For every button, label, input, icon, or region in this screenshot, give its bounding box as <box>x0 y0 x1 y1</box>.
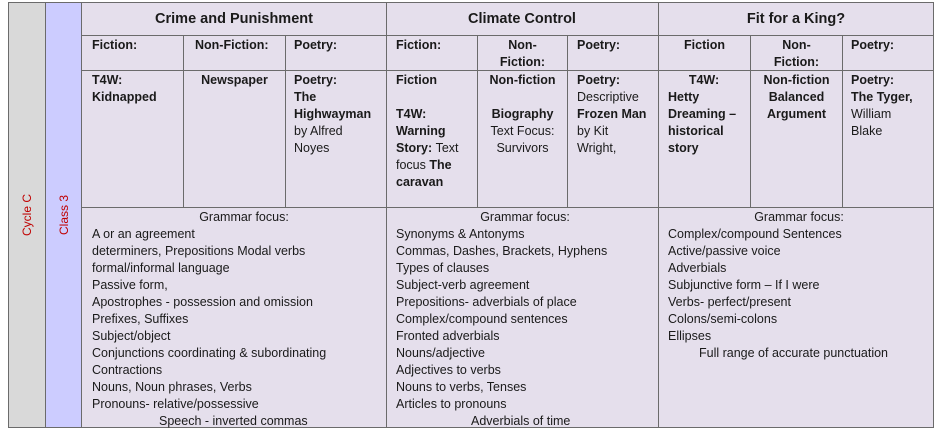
subheader-poetry: Poetry: <box>577 38 621 52</box>
subheader-nonfiction: Non- Fiction: <box>773 38 820 69</box>
grammar-focus-list: Grammar focus: Synonyms & Antonyms Commas, Dashes, Brackets, Hyphens Types of clauses Subject-verb agreement Prepositions- adverbials of place Complex/compound sentences Fronted adverbials Nouns/adjective Adjectives to verbs Nouns to verbs, Tenses Articles to pronouns Adverbials of time <box>396 209 654 430</box>
class-label-cell <box>46 2 82 428</box>
nonfiction-text: Non-fiction Balanced Argument <box>763 73 830 121</box>
curriculum-table <box>82 2 934 428</box>
poetry-text: Poetry: The Highwayman by Alfred Noyes <box>294 73 372 155</box>
term-title-climate: Climate Control <box>468 11 576 27</box>
subheader-poetry: Poetry: <box>851 38 895 52</box>
class-label: Class 3 <box>56 194 71 236</box>
term-title-crime: Crime and Punishment <box>155 11 313 27</box>
subheader-nonfiction: Non- Fiction: <box>499 38 546 69</box>
nonfiction-text: Non-fiction Biography Text Focus: Survivors <box>489 73 556 155</box>
fiction-text: Fiction T4W: Warning Story: Text focus The caravan <box>396 73 459 189</box>
cycle-label-cell <box>8 2 46 428</box>
poetry-text: Poetry: Descriptive Frozen Man by Kit Wright, <box>577 73 647 155</box>
subheader-poetry: Poetry: <box>294 38 338 52</box>
fiction-text: T4W: Kidnapped <box>92 73 157 104</box>
subheader-nonfiction: Non-Fiction: <box>195 38 269 52</box>
grammar-focus-title: Grammar focus: <box>754 210 844 224</box>
grammar-focus-list: Grammar focus: A or an agreement determiners, Prepositions Modal verbs formal/informal language Passive form, Apostrophes - possession and omission Prefixes, Suffixes Subject/object Conjunctions coordinating & subordinating Contractions Nouns, Noun phrases, Verbs Pronouns- relative/possessive Speech - inverted commas <box>92 209 382 430</box>
grammar-focus-list: Grammar focus: Complex/compound Sentences Active/passive voice Adverbials Subjunctive form – If I were Verbs- perfect/present Colons/semi-colons Ellipses Full range of accurate punctuation <box>668 209 930 362</box>
term-title-king: Fit for a King? <box>746 11 846 27</box>
cycle-label: Cycle C <box>20 193 34 237</box>
grammar-focus-title: Grammar focus: <box>480 210 570 224</box>
fiction-text: T4W: Hetty Dreaming – historical story <box>668 73 737 155</box>
subheader-fiction: Fiction: <box>396 38 442 52</box>
nonfiction-text: Newspaper <box>201 73 268 87</box>
grammar-focus-title: Grammar focus: <box>199 210 289 224</box>
subheader-fiction: Fiction <box>684 38 725 52</box>
poetry-text: Poetry: The Tyger, William Blake <box>851 73 913 138</box>
subheader-fiction: Fiction: <box>92 38 138 52</box>
